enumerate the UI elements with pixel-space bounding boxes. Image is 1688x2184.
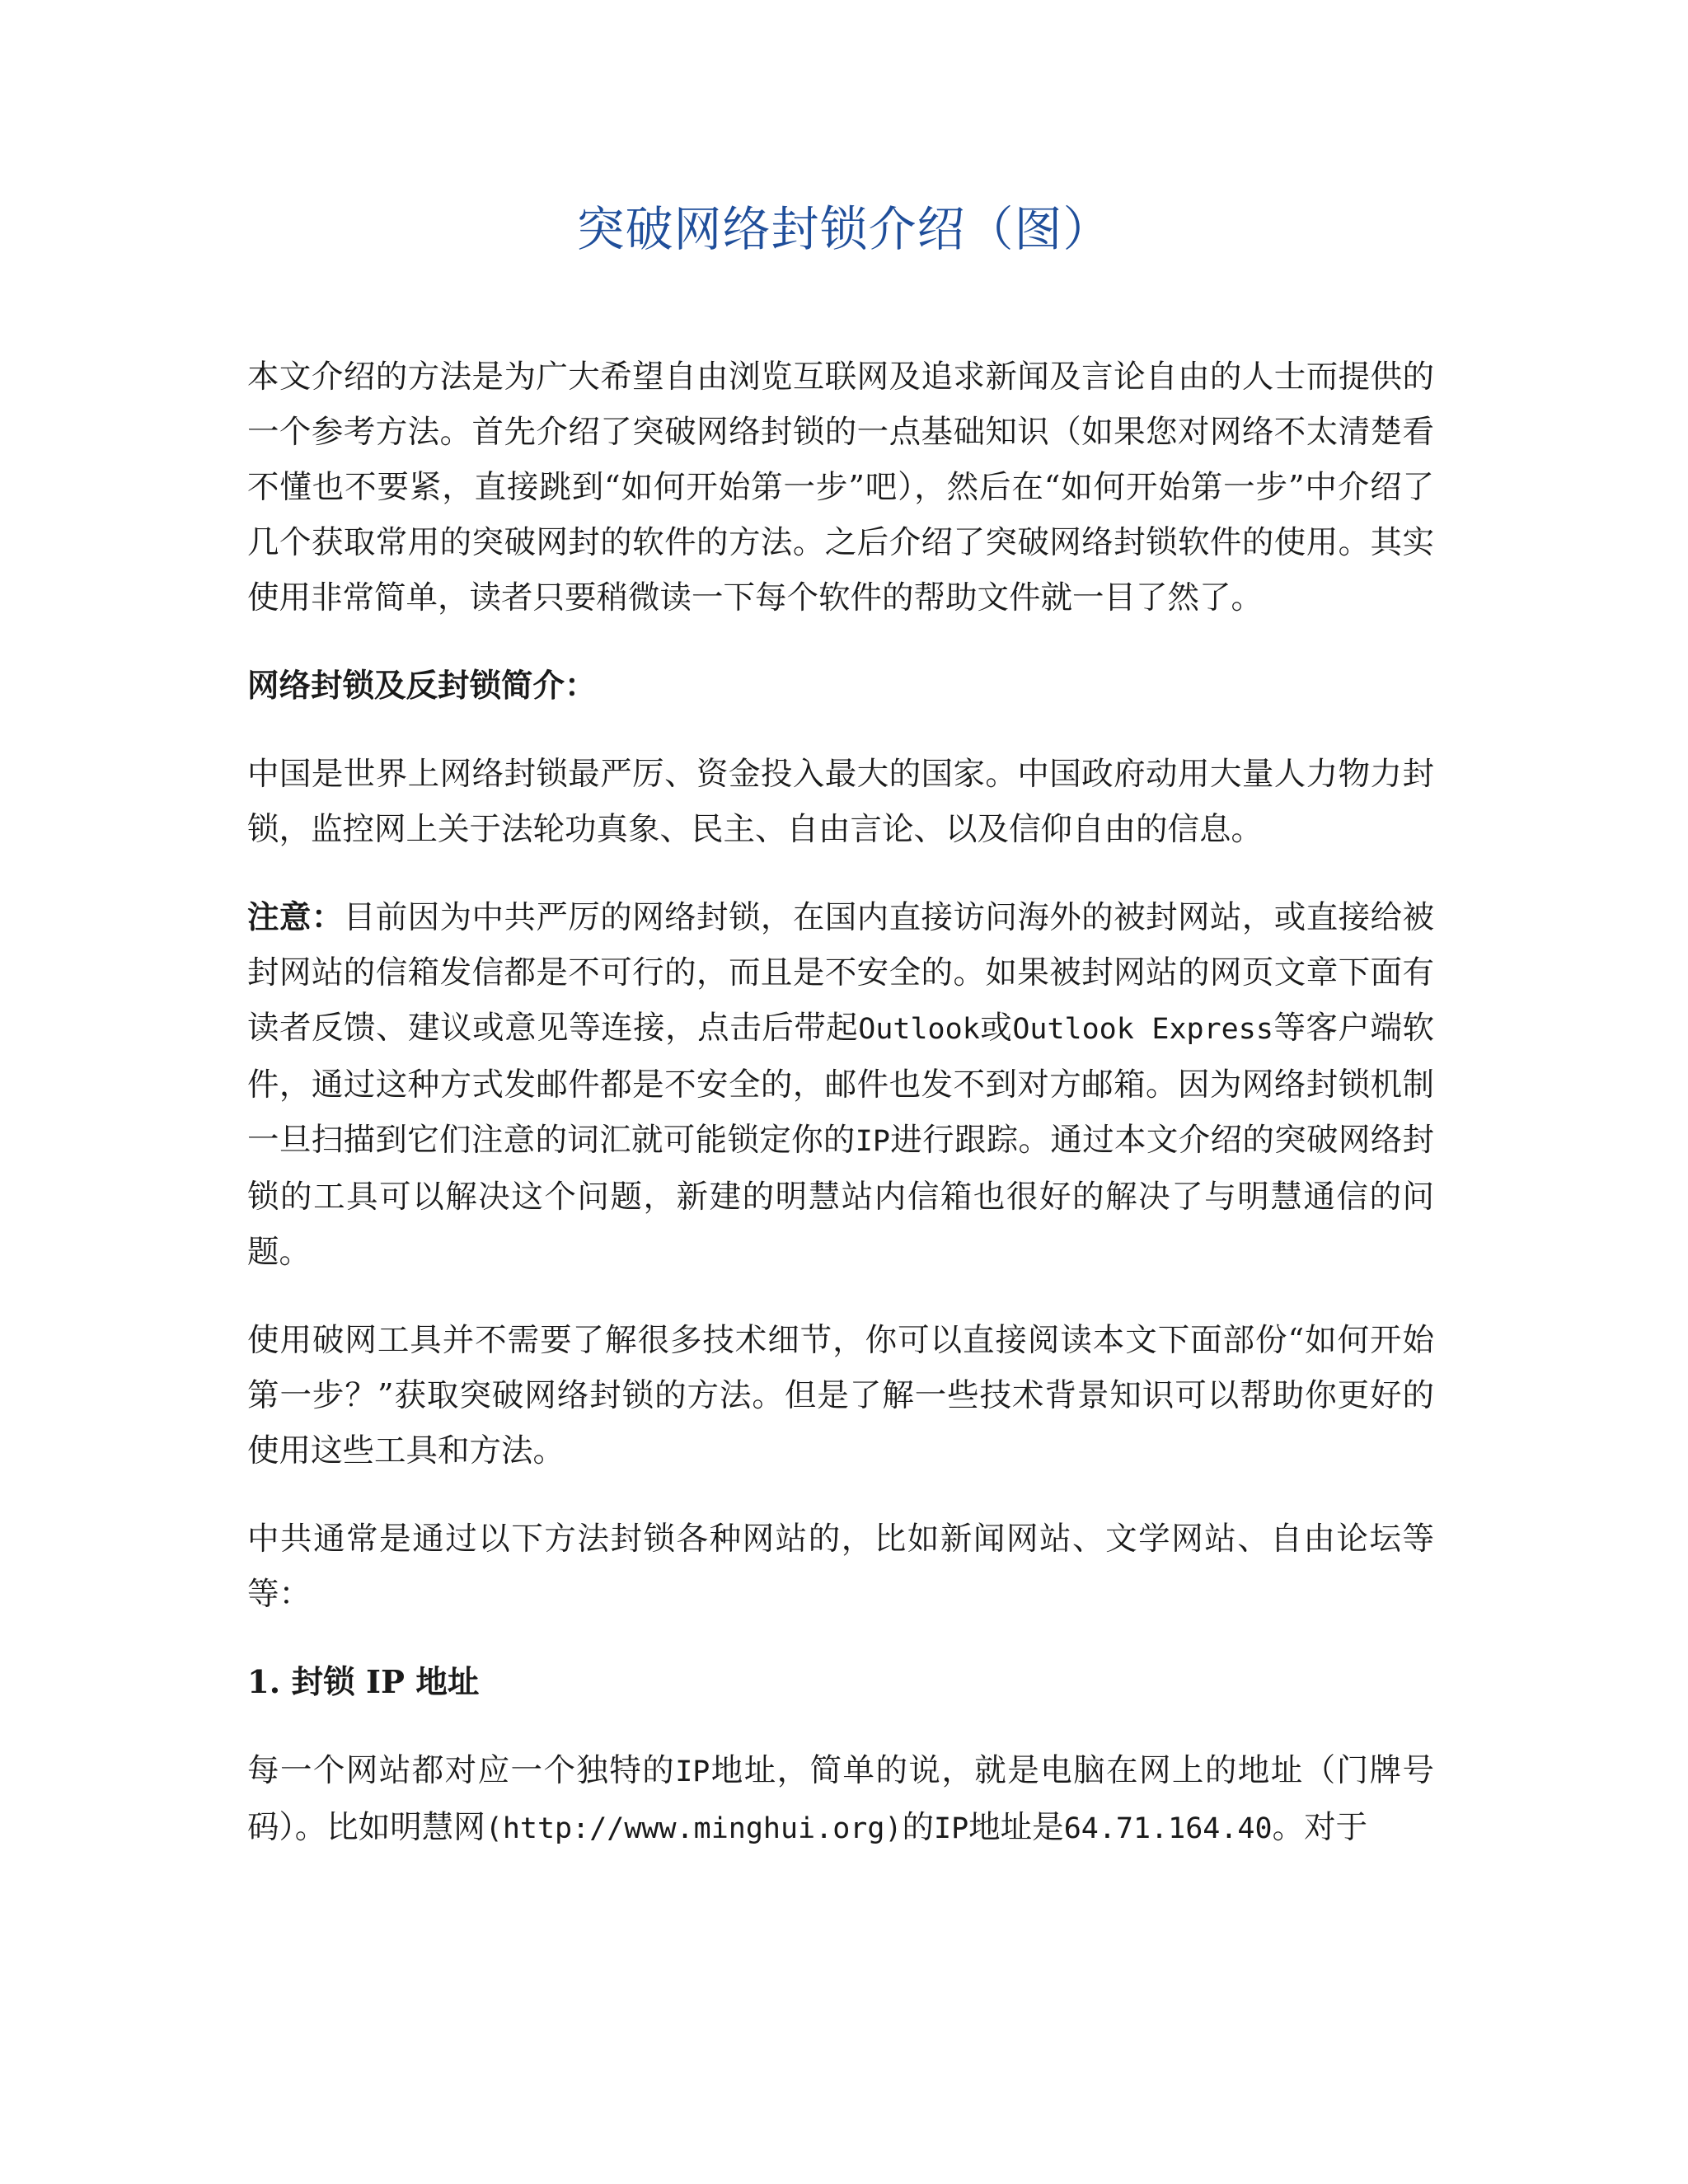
item1-ip-2: IP — [934, 1812, 969, 1845]
note-text-2: 等客户端软件，通过这种方式发邮件都是不安全的，邮件也发不到对方邮箱。因为网络封锁机制一旦扫描到它们注意的词汇就可能锁定你的 — [247, 1010, 1434, 1159]
item1-ip: IP — [675, 1755, 710, 1788]
item1-paragraph — [247, 1743, 1434, 1857]
item1-url: (http://www.minghui.org) — [485, 1812, 903, 1845]
note-text-1: 目前因为中共严厉的网络封锁，在国内直接访问海外的被封网站，或直接给被封网站的信箱发信都是不可行的，而且是不安全的。如果被封网站的网页文章下面有读者反馈、建议或意见等连接，点击后带起 — [247, 899, 1434, 1047]
item1-text-2: 地址，简单的说，就是电脑在网上的地址（门牌号码）。比如明慧网 — [247, 1752, 1434, 1846]
note-outlook: Outlook — [858, 1013, 980, 1046]
note-paragraph — [247, 890, 1434, 1280]
item1-text-5: 。对于 — [1272, 1809, 1368, 1846]
note-outlook-express: Outlook Express — [1012, 1013, 1273, 1046]
document-body — [247, 349, 1434, 1857]
item1-heading: 1. 封锁 IP 地址 — [247, 1664, 480, 1701]
note-label: 注意： — [247, 899, 344, 936]
item1-address: 64.71.164.40 — [1063, 1812, 1273, 1845]
note-ip: IP — [855, 1125, 890, 1158]
china-paragraph: 中国是世界上网络封锁最严厉、资金投入最大的国家。中国政府动用大量人力物力封锁，监控网上关于法轮功真象、民主、自由言论、以及信仰自由的信息。 — [247, 756, 1434, 848]
methods-paragraph: 中共通常是通过以下方法封锁各种网站的，比如新闻网站、文学网站、自由论坛等等： — [247, 1521, 1434, 1613]
document-title: 突破网络封锁介绍（图） — [576, 201, 1112, 257]
item1-text-1: 每一个网站都对应一个独特的 — [247, 1752, 676, 1789]
intro-paragraph: 本文介绍的方法是为广大希望自由浏览互联网及追求新闻及言论自由的人士而提供的一个参考方法。首先介绍了突破网络封锁的一点基础知识（如果您对网络不太清楚看不懂也不要紧，直接跳到“如何开始第一步”吧），然后在“如何开始第一步”中介绍了几个获取常用的突破网封的软件的方法。之后介绍了突破网络封锁软件的使用。其实使用非常简单，读者只要稍微读一下每个软件的帮助文件就一目了然了。 — [247, 359, 1434, 616]
tools-paragraph: 使用破网工具并不需要了解很多技术细节，你可以直接阅读本文下面部份“如何开始第一步？”获取突破网络封锁的方法。但是了解一些技术背景知识可以帮助你更好的使用这些工具和方法。 — [247, 1322, 1434, 1469]
note-or: 或 — [979, 1010, 1013, 1047]
item1-text-3: 的 — [902, 1809, 935, 1846]
section-heading: 网络封锁及反封锁简介： — [247, 668, 597, 705]
note-text-3: 进行跟踪。通过本文介绍的突破网络封锁的工具可以解决这个问题，新建的明慧站内信箱也很好的解决了与明慧通信的问题。 — [247, 1122, 1434, 1271]
item1-text-4: 地址是 — [968, 1809, 1064, 1846]
